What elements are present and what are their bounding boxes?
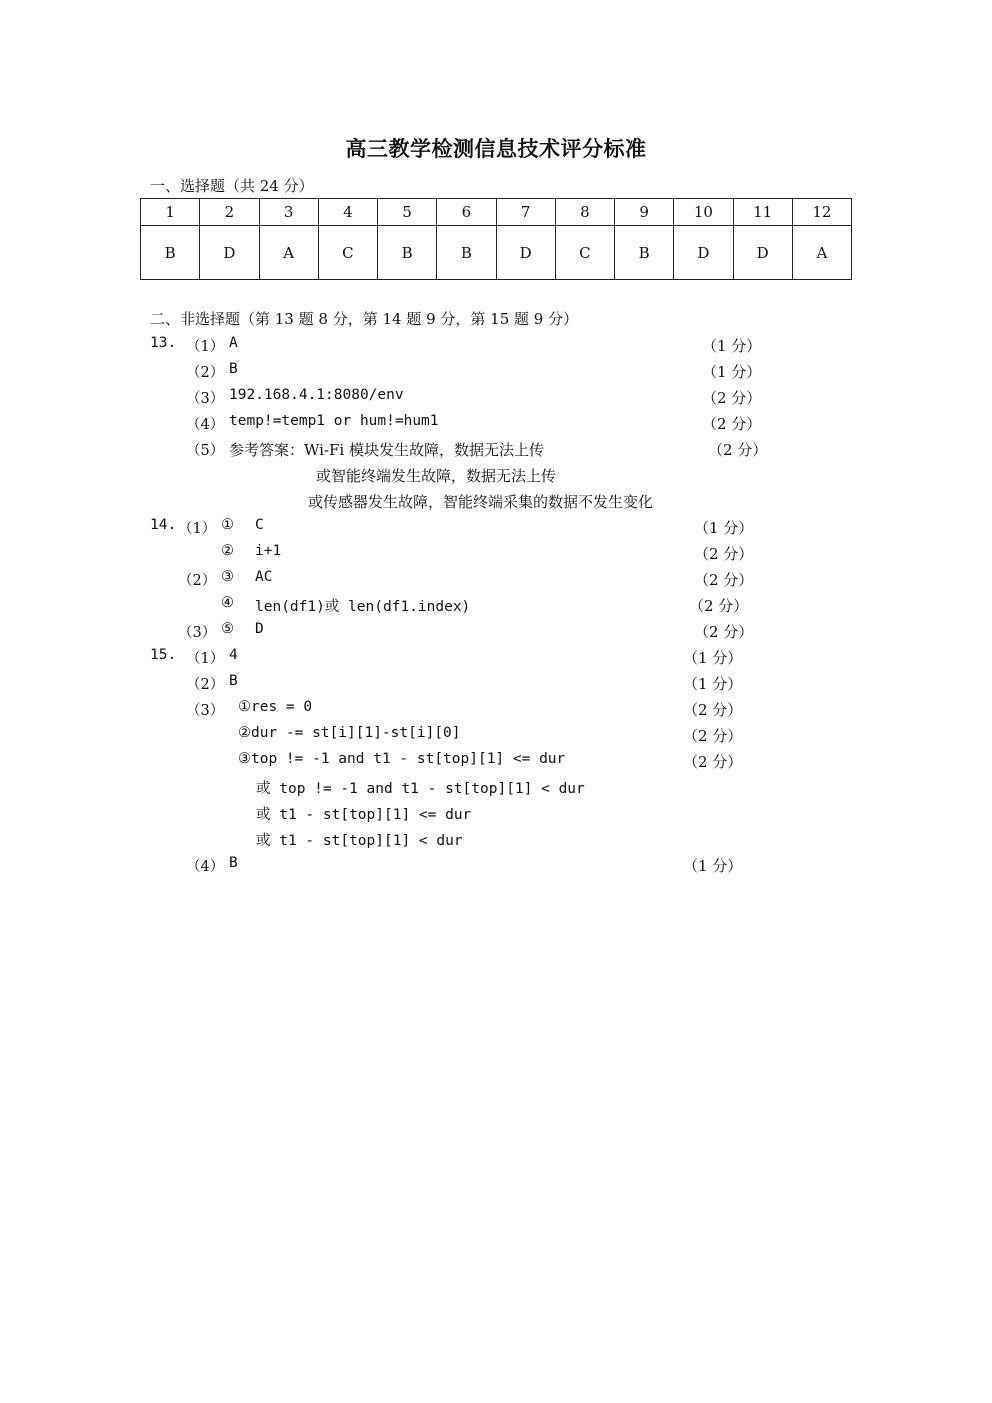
q15-code-answer: ①res = 0 — [238, 699, 313, 715]
q13-part-label: （4） — [186, 417, 225, 433]
q14-score: （1 分） — [694, 519, 754, 537]
q13-line-4 — [0, 413, 762, 433]
q15-score: （2 分） — [683, 727, 743, 745]
q15-number: 15. — [150, 647, 177, 663]
q13-answer: temp!=temp1 or hum!=hum1 — [229, 413, 439, 429]
q15-line-6 — [0, 855, 743, 875]
q14-answer: i+1 — [255, 543, 282, 559]
q15-alt-answer: 或 top != -1 and t1 - st[top][1] < dur — [256, 781, 585, 797]
q13-answer: 192.168.4.1:8080/env — [229, 387, 404, 403]
question-number: 5 — [378, 199, 437, 226]
q14-line-3 — [0, 569, 754, 589]
q13-alt-line-2 — [0, 491, 654, 511]
q15-answer: B — [229, 855, 238, 871]
q14-line-5 — [0, 621, 754, 641]
q13-answer: 参考答案：Wi-Fi 模块发生故障，数据无法上传 — [229, 441, 544, 459]
page-title: 高三教学检测信息技术评分标准 — [345, 137, 647, 161]
q13-answer: A — [229, 335, 238, 351]
section1-heading: 一、选择题（共 24 分） — [150, 177, 314, 195]
q15-answer: B — [229, 673, 238, 689]
q14-part-label: （3） — [178, 625, 217, 641]
answer-cell: D — [200, 226, 259, 280]
q14-answer: D — [255, 621, 264, 637]
question-number: 8 — [555, 199, 614, 226]
answer-cell: B — [378, 226, 437, 280]
q14-line-4 — [0, 595, 749, 615]
q14-answer: len(df1)或 len(df1.index) — [255, 599, 471, 615]
q13-alt-answer: 或传感器发生故障，智能终端采集的数据不发生变化 — [308, 493, 654, 511]
q15-line-5 — [0, 751, 743, 771]
q15-alt-answer: 或 t1 - st[top][1] <= dur — [256, 807, 472, 823]
answer-cell: A — [792, 226, 851, 280]
q14-blank-mark: ③ — [221, 569, 234, 585]
question-number: 3 — [259, 199, 318, 226]
q13-answer: B — [229, 361, 238, 377]
q14-blank-mark: ① — [221, 517, 234, 533]
q14-part-label: （2） — [178, 573, 217, 589]
question-number: 10 — [674, 199, 733, 226]
q15-code-answer: ③top != -1 and t1 - st[top][1] <= dur — [238, 751, 566, 767]
question-number: 11 — [733, 199, 792, 226]
q13-line-1 — [0, 335, 762, 355]
choice-answer-table — [140, 198, 852, 280]
q15-score: （1 分） — [683, 675, 743, 693]
q15-alt-line-1 — [0, 777, 585, 797]
q14-score: （2 分） — [689, 597, 749, 615]
q15-alt-line-3 — [0, 829, 463, 849]
answer-cell: B — [437, 226, 496, 280]
q15-line-2 — [0, 673, 743, 693]
q13-part-label: （1） — [186, 339, 225, 355]
answer-cell: D — [496, 226, 555, 280]
q13-alt-answer: 或智能终端发生故障，数据无法上传 — [316, 467, 557, 485]
q14-line-2 — [0, 543, 754, 563]
answer-row — [141, 226, 852, 280]
q13-line-5 — [0, 439, 768, 459]
q14-blank-mark: ② — [221, 543, 234, 559]
question-number: 7 — [496, 199, 555, 226]
q13-line-3 — [0, 387, 762, 407]
q15-line-3 — [0, 699, 743, 719]
q15-part-label: （3） — [186, 703, 225, 719]
question-number: 1 — [141, 199, 200, 226]
question-number-row — [141, 199, 852, 226]
q13-alt-line-1 — [0, 465, 557, 485]
q13-part-label: （2） — [186, 365, 225, 381]
q14-line-1 — [0, 517, 754, 537]
q15-part-label: （4） — [186, 859, 225, 875]
answer-cell: D — [733, 226, 792, 280]
q15-score: （2 分） — [683, 701, 743, 719]
q15-alt-line-2 — [0, 803, 472, 823]
q13-score: （1 分） — [702, 363, 762, 381]
answer-cell: C — [318, 226, 377, 280]
q14-answer: C — [255, 517, 264, 533]
question-number: 9 — [615, 199, 674, 226]
q13-part-label: （3） — [186, 391, 225, 407]
q14-number: 14. — [150, 517, 177, 533]
q15-score: （2 分） — [683, 753, 743, 771]
q13-part-label: （5） — [186, 443, 225, 459]
q14-answer: AC — [255, 569, 273, 585]
q15-part-label: （1） — [186, 651, 225, 667]
question-number: 12 — [792, 199, 851, 226]
q15-line-4 — [0, 725, 743, 745]
q14-score: （2 分） — [694, 571, 754, 589]
q13-score: （2 分） — [702, 415, 762, 433]
q14-blank-mark: ④ — [221, 595, 234, 611]
q15-code-answer: ②dur -= st[i][1]-st[i][0] — [238, 725, 461, 741]
q13-score: （2 分） — [708, 441, 768, 459]
question-number: 6 — [437, 199, 496, 226]
answer-cell: A — [259, 226, 318, 280]
answer-cell: B — [141, 226, 200, 280]
section2-heading: 二、非选择题（第 13 题 8 分，第 14 题 9 分，第 15 题 9 分） — [150, 310, 579, 328]
q15-score: （1 分） — [683, 649, 743, 667]
q14-blank-mark: ⑤ — [221, 621, 234, 637]
q13-line-2 — [0, 361, 762, 381]
question-number: 2 — [200, 199, 259, 226]
answer-cell: D — [674, 226, 733, 280]
q13-score: （2 分） — [702, 389, 762, 407]
q15-alt-answer: 或 t1 - st[top][1] < dur — [256, 833, 463, 849]
q14-score: （2 分） — [694, 623, 754, 641]
q15-part-label: （2） — [186, 677, 225, 693]
q15-answer: 4 — [229, 647, 238, 663]
question-number: 4 — [318, 199, 377, 226]
q15-line-1 — [0, 647, 743, 667]
q15-score: （1 分） — [683, 857, 743, 875]
q14-score: （2 分） — [694, 545, 754, 563]
answer-cell: B — [615, 226, 674, 280]
q13-score: （1 分） — [702, 337, 762, 355]
answer-cell: C — [555, 226, 614, 280]
q14-part-label: （1） — [178, 521, 217, 537]
q13-number: 13. — [150, 335, 177, 351]
